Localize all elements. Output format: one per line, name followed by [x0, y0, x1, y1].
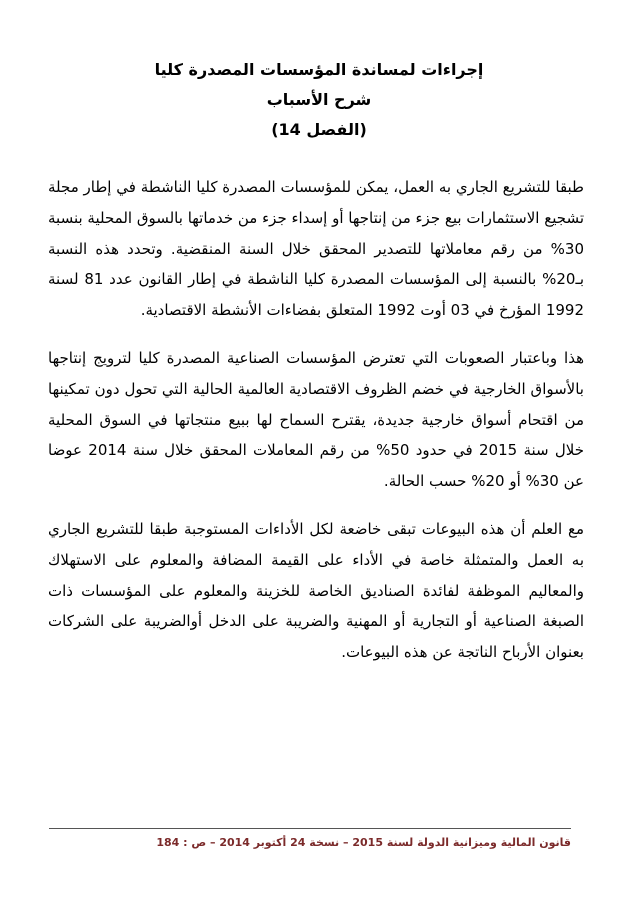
- page-footer: قانون المالية وميزانية الدولة لسنة 2015 – نسخة 24 أكتوبر 2014 – ص : 184: [156, 836, 571, 849]
- document-body: [48, 172, 584, 685]
- chapter-number: (الفصل 14): [271, 120, 367, 139]
- paragraph-1: طبقا للتشريع الجاري به العمل، يمكن للمؤسسات المصدرة كليا الناشطة في إطار مجلة تشجيع الاستثمارات بيع جزء من إنتاجها أو إسداء جزء من خدماتها بالسوق المحلية بنسبة 30% من رقم معاملاتها للتصدير المحقق خلال السنة المنقضية. وتحدد هذه النسبة بـ20% بالنسبة إلى المؤسسات المصدرة كليا الناشطة في إطار القانون عدد 81 لسنة 1992 المؤرخ في 03 أوت 1992 المتعلق بفضاءات الأنشطة الاقتصادية.: [48, 178, 585, 320]
- paragraph-3: مع العلم أن هذه البيوعات تبقى خاضعة لكل الأداءات المستوجبة طبقا للتشريع الجاري به العمل والمتمثلة خاصة في الأداء على القيمة المضافة والمعلوم على الاستهلاك والمعاليم الموظفة لفائدة الصناديق الخاصة للخزينة والمعلوم على المؤسسات ذات الصبغة الصناعية أو التجارية أو المهنية والضريبة على الدخل أوالضريبة على الشركات بعنوان الأرباح الناتجة عن هذه البيوعات.: [48, 519, 584, 662]
- paragraph-2: هذا وباعتبار الصعوبات التي تعترض المؤسسات الصناعية المصدرة كليا لترويج إنتاجها بالأسواق الخارجية في خضم الظروف الاقتصادية العالمية الحالية التي تحول دون تمكينها من اقتحام أسواق خارجية جديدة، يقترح السماح لها ببيع منتجاتها في السوق المحلية خلال سنة 2015 في حدود 50% من رقم المعاملات المحقق خلال سنة 2014 عوضا عن 30% أو 20% حسب الحالة.: [48, 348, 585, 491]
- document-title: إجراءات لمساندة المؤسسات المصدرة كليا: [154, 60, 484, 79]
- footer-divider: [49, 828, 571, 829]
- document-subtitle: شرح الأسباب: [266, 90, 372, 109]
